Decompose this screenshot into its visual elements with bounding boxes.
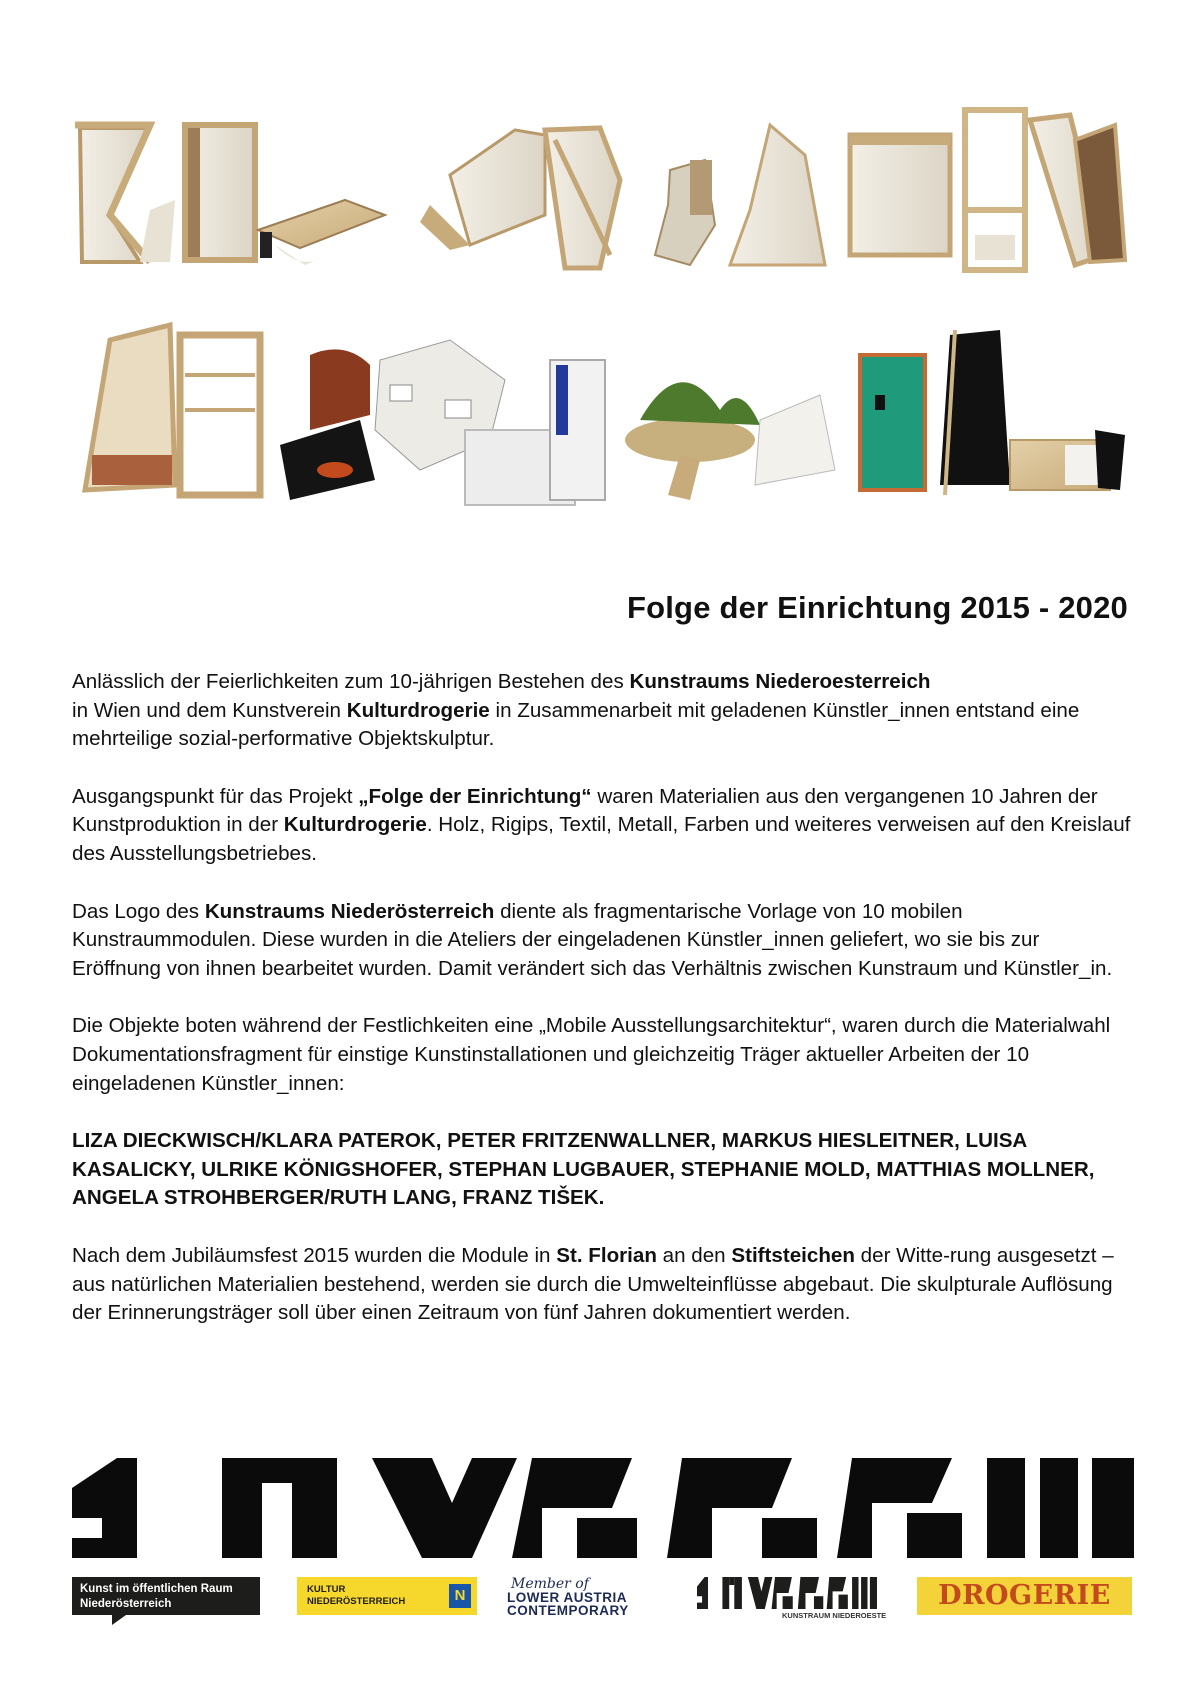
paragraph-2 — [72, 783, 1132, 869]
kioer-line1: Kunst im öffentlichen Raum — [80, 1583, 233, 1595]
kioer-logo — [72, 1577, 260, 1615]
kunstraum-fragment-logo — [72, 1458, 1134, 1563]
module-photo-17 — [755, 395, 835, 485]
p3-text-c: diente als fragmentarische Vorlage von 10 mobilen Kunstraummodulen. Diese wurden in die Ateliers der eingeladenen Künstler_innen geliefert, wo sie bis zur Eröffnung von ihnen bearbeitet wurden. Damit verändert sich das Verhältnis zwischen Kunstraum und Künstler_in. — [72, 899, 1113, 980]
sponsor-logos — [72, 1577, 1132, 1637]
kunstraum-caption: KUNSTRAUM NIEDEROESTE — [782, 1611, 887, 1620]
p2-bold-kulturdrogerie: Kulturdrogerie — [283, 813, 427, 837]
lac-member-of: Member of — [511, 1576, 589, 1592]
module-photo-2 — [185, 125, 255, 260]
paragraph-3 — [72, 898, 1132, 984]
module-photo-5 — [545, 128, 620, 268]
lac-line2: CONTEMPORARY — [507, 1603, 629, 1618]
paragraph-1 — [72, 668, 1132, 754]
module-photo-1 — [75, 125, 175, 262]
p2-text-d: . Holz, Rigips, Textil, Metall, Farben und weiteres verweisen auf den Kreislauf des Ausstellungsbetriebes. — [72, 813, 1131, 865]
lac-line1: LOWER AUSTRIA — [507, 1590, 627, 1605]
kioer-speech-tail — [112, 1615, 126, 1625]
module-photo-10 — [1030, 115, 1125, 265]
drogerie-logo: DROGERIE — [917, 1577, 1132, 1615]
module-photo-7 — [730, 125, 825, 265]
kunstraum-niederoesterreich-logo — [697, 1577, 887, 1627]
module-photo-13 — [280, 349, 375, 500]
kioer-line2: Niederösterreich — [80, 1598, 172, 1610]
paragraph-4 — [72, 1012, 1132, 1098]
module-photo-12 — [180, 335, 260, 495]
p1-bold-kunstraum: Kunstraums Niederoesterreich — [629, 670, 931, 693]
module-photo-19 — [940, 330, 1010, 495]
module-photo-4 — [420, 130, 545, 250]
p5-text-c: an den — [656, 1243, 732, 1267]
p2-bold-project: „Folge der Einrichtung“ — [358, 784, 592, 808]
p1-text-d: in Zusammenarbeit mit geladenen Künstler_innen entstand eine mehrteilige sozial-performative Objektskulptur. — [72, 698, 1080, 751]
module-photo-9 — [965, 110, 1025, 270]
p1-text-c: in Wien und dem Kunstverein — [72, 698, 347, 722]
p2-text-c: waren Materialien aus den vergangenen 10 Jahren der Kunstproduktion in der — [72, 784, 1098, 837]
object-photo-collage — [0, 0, 1200, 540]
lower-austria-contemporary-logo — [507, 1577, 677, 1627]
module-photo-18 — [860, 355, 925, 490]
module-photo-6 — [655, 160, 715, 265]
module-photo-16 — [625, 382, 760, 500]
noe-badge-icon: N — [449, 1584, 471, 1608]
kultur-line1: KULTUR — [307, 1584, 346, 1595]
p5-bold-st-florian: St. Florian — [556, 1243, 657, 1267]
kultur-niederoesterreich-logo — [297, 1577, 477, 1615]
body-text — [72, 668, 1132, 1357]
p5-text-a: Nach dem Jubiläumsfest 2015 wurden die Module in — [72, 1243, 557, 1267]
module-photo-8 — [850, 135, 950, 255]
p5-text-d: der Witte-rung ausgesetzt – aus natürlichen Materialien bestehend, werden sie durch die Umwelteinflüsse abgebaut. Die skulpturale Auflösung der Erinnerungsträger soll über einen Zeitraum von fünf Jahren dokumentiert werden. — [72, 1243, 1114, 1325]
module-photo-3 — [258, 200, 385, 265]
kultur-line2: NIEDERÖSTERREICH — [307, 1596, 406, 1607]
p3-text-a: Das Logo des — [72, 899, 205, 923]
p3-bold-kunstraum: Kunstraums Niederösterreich — [204, 899, 495, 923]
page-title: Folge der Einrichtung 2015 - 2020 — [626, 590, 1128, 625]
p4-text: Die Objekte boten während der Festlichkeiten eine „Mobile Ausstellungsarchitektur“, waren durch die Materialwahl Dokumentationsfragment für einstige Kunstinstallationen und gleichzeitig Träger aktueller Arbeiten der 10 eingeladenen Künstler_innen: — [72, 1014, 1111, 1095]
module-photo-20 — [1010, 430, 1125, 490]
p1-text-a: Anlässlich der Feierlichkeiten zum 10-jährigen Bestehen des — [72, 670, 630, 693]
p2-text-a: Ausgangspunkt für das Projekt — [72, 784, 359, 808]
kunstraum-mini-logo-icon — [697, 1577, 877, 1609]
p5-bold-stiftsteichen: Stiftsteichen — [731, 1243, 855, 1267]
artist-list: LIZA DIECKWISCH/KLARA PATEROK, PETER FRITZENWALLNER, MARKUS HIESLEITNER, LUISA KASALICKY, ULRIKE KÖNIGSHOFER, STEPHAN LUGBAUER, STEPHANIE MOLD, MATTHIAS MOLLNER, ANGELA STROHBERGER/RUTH LANG, FRANZ TIŠEK. — [72, 1129, 1095, 1210]
p1-bold-kulturdrogerie: Kulturdrogerie — [346, 698, 490, 722]
module-photo-11 — [85, 325, 175, 490]
paragraph-5 — [72, 1242, 1132, 1328]
